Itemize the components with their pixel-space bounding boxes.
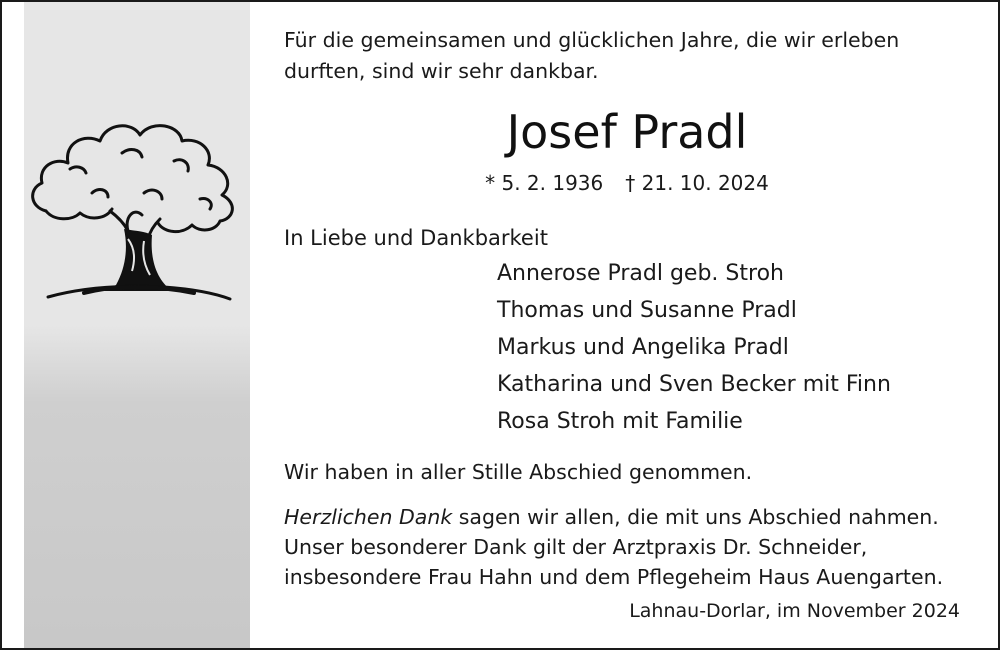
- life-dates: [284, 169, 970, 197]
- farewell-text: Wir haben in aller Stille Abschied genommen.: [284, 460, 753, 484]
- thanks-body: sagen wir allen, die mit uns Abschied nahmen. Unser besonderer Dank gilt der Arztpraxis Dr. Schneider, insbesondere Frau Hahn und dem Pflegeheim Haus Auengarten.: [284, 505, 944, 589]
- thanks-emphasis: Herzlichen Dank: [284, 505, 453, 529]
- place-and-date: Lahnau-Dorlar, im November 2024: [629, 600, 960, 622]
- death-date: † 21. 10. 2024: [625, 171, 769, 195]
- side-band: [24, 2, 250, 648]
- mourner-item: Markus und Angelika Pradl: [497, 335, 789, 360]
- birth-date: * 5. 2. 1936: [485, 171, 604, 195]
- mourners-list: [497, 255, 891, 440]
- dedication-line: In Liebe und Dankbarkeit: [284, 226, 548, 250]
- mourner-item: Rosa Stroh mit Familie: [497, 409, 743, 434]
- intro-text: Für die gemeinsamen und glücklichen Jahre, die wir erleben durften, sind wir sehr dankbar.: [284, 28, 900, 83]
- thanks-text: [284, 502, 974, 592]
- deceased-name: Josef Pradl: [506, 105, 748, 159]
- tree-icon: [24, 107, 250, 307]
- mourner-item: Annerose Pradl geb. Stroh: [497, 261, 784, 286]
- mourner-item: Thomas und Susanne Pradl: [497, 298, 797, 323]
- mourner-item: Katharina und Sven Becker mit Finn: [497, 372, 891, 397]
- notice-content: [284, 2, 974, 648]
